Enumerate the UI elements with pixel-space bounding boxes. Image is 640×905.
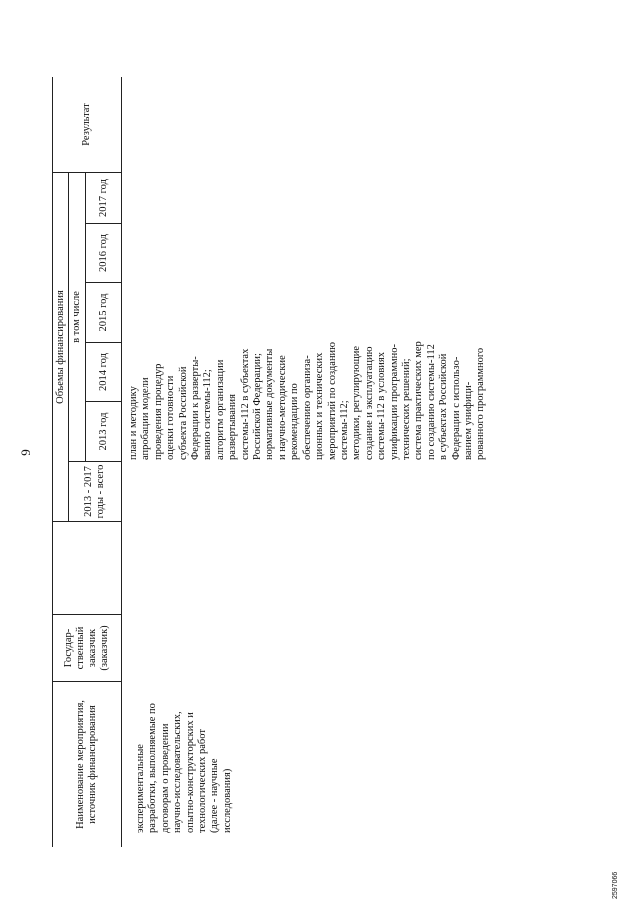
result-line: ванию системы-112; — [202, 369, 214, 460]
name-line: экспериментальные — [135, 744, 146, 833]
name-line: технологических работ — [197, 729, 209, 833]
result-line: развертывания — [227, 394, 239, 460]
result-line: по созданию системы-112 — [425, 344, 437, 460]
header-including: в том числе — [71, 291, 82, 343]
result-line: Федерации к разверты- — [190, 356, 202, 460]
result-line: Федерации с использо- — [450, 356, 462, 460]
result-line: обеспечению организа- — [301, 355, 313, 460]
header-2013: 2013 год — [97, 412, 109, 451]
result-line: рованного программного — [475, 347, 487, 460]
result-line: рекомендации по — [289, 383, 301, 460]
name-line: разработки, выполняемые по — [147, 703, 159, 833]
result-line: технических решений; — [400, 358, 412, 460]
result-line: алгоритм организации — [214, 359, 226, 460]
name-line: исследования) — [221, 768, 233, 833]
result-line: план и методику — [128, 386, 139, 460]
result-line: унификации программно- — [388, 344, 400, 460]
result-line: мероприятий по созданию — [326, 341, 338, 460]
row-result-text — [128, 341, 488, 460]
result-line: система практических мер — [413, 341, 425, 460]
result-line: проведения процедур — [152, 363, 164, 460]
col-divider-3 — [52, 521, 122, 522]
result-line: создание и эксплуатацию — [363, 346, 375, 460]
result-line: системы-112; — [338, 400, 350, 460]
header-2016: 2016 год — [97, 234, 109, 272]
result-line: в субъектах Российской — [438, 353, 450, 460]
header-bottom-border — [121, 77, 122, 847]
result-line: оценки готовности — [165, 375, 177, 460]
result-line: нормативные документы — [264, 348, 276, 460]
result-line: субъекта Российской — [177, 366, 189, 460]
header-result: Результат — [81, 103, 92, 146]
result-line: апробации модели — [140, 377, 152, 460]
result-line: ванием унифици- — [462, 381, 474, 460]
page-number: 9 — [18, 449, 33, 456]
row-name-text — [135, 703, 234, 833]
header-2017: 2017 год — [97, 179, 109, 217]
result-line: и научно-методические — [276, 355, 288, 460]
header-volume: Объемы финансирования — [54, 290, 66, 404]
name-line: договорам о проведении — [159, 723, 171, 833]
name-line: (далее - научные — [209, 758, 221, 833]
document-code: 2597066 — [612, 871, 619, 899]
header-total: 2013 - 2017 годы - всего — [83, 464, 106, 519]
name-line: научно-исследовательских, — [172, 711, 184, 833]
name-line: опытно-конструкторских и — [184, 712, 196, 833]
header-name: Наименование мероприятия, источник финансирования — [75, 700, 98, 829]
result-line: системы-112 в субъектах — [239, 348, 251, 460]
result-line: системы-112 в условиях — [376, 351, 388, 460]
result-line: методики, регулирующие — [351, 345, 363, 460]
header-customer: Государ-ственный заказчик (заказчик) — [63, 625, 110, 671]
result-line: Российской Федерации; — [252, 353, 264, 460]
header-2014: 2014 год — [97, 353, 109, 391]
result-line: ционных и технических — [314, 352, 326, 460]
header-2015: 2015 год — [97, 293, 109, 332]
